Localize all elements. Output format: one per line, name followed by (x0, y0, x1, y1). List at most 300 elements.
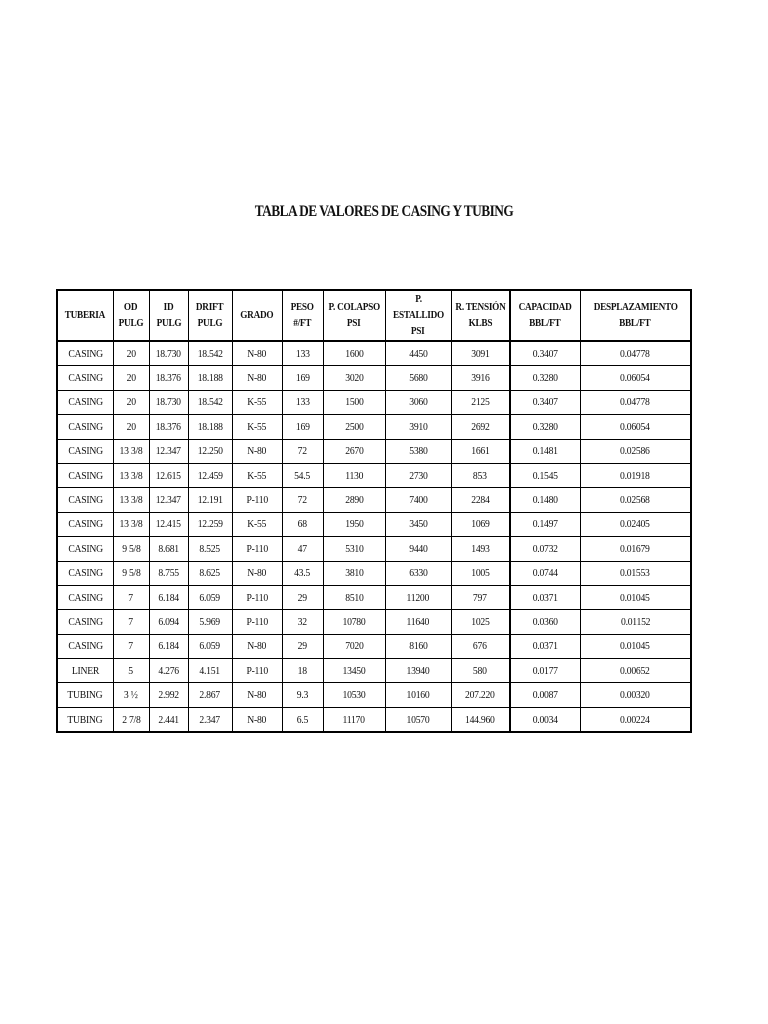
table-cell-value: CASING (68, 494, 103, 507)
table-cell-value: 8.625 (199, 567, 221, 580)
table-cell-colapso (323, 634, 385, 658)
table-cell-value: 68 (297, 518, 308, 531)
table-cell-value: 0.02405 (620, 518, 651, 531)
table-cell-value: P-110 (246, 542, 268, 555)
table-cell-id (149, 488, 188, 512)
table-cell-peso (282, 537, 323, 561)
table-cell-value: 5380 (408, 445, 428, 458)
table-cell-value: 2500 (344, 420, 364, 433)
table-cell-estallido (385, 488, 451, 512)
column-header-drift (188, 290, 232, 341)
table-cell-grado (232, 683, 282, 707)
table-cell-desplazamiento (580, 659, 691, 683)
table-cell-id (149, 707, 188, 732)
table-cell-value: 7 (128, 591, 134, 604)
table-cell-value: 4450 (408, 347, 428, 360)
table-cell-tuberia (57, 341, 113, 366)
table-cell-value: 3450 (408, 518, 428, 531)
table-cell-value: 11640 (406, 615, 430, 628)
table-cell-peso (282, 366, 323, 390)
page-title: TABLA DE VALORES DE CASING Y TUBING (254, 203, 514, 220)
table-cell-drift (188, 512, 232, 536)
table-cell-tension (451, 439, 510, 463)
table-cell-desplazamiento (580, 366, 691, 390)
table-cell-value: 0.3407 (532, 347, 558, 360)
table-row (57, 463, 691, 487)
table-cell-tuberia (57, 488, 113, 512)
table-cell-value: TUBING (67, 689, 103, 702)
table-cell-peso (282, 512, 323, 536)
table-cell-value: 8.525 (199, 542, 221, 555)
table-cell-peso (282, 390, 323, 414)
table-cell-value: CASING (68, 347, 103, 360)
table-cell-capacidad (510, 390, 580, 414)
table-cell-value: 0.0732 (532, 542, 558, 555)
table-cell-value: 2692 (471, 420, 490, 433)
table-cell-capacidad (510, 488, 580, 512)
table-cell-value: 12.615 (155, 469, 182, 482)
table-cell-value: 797 (473, 591, 488, 604)
table-cell-value: 2.992 (158, 689, 179, 702)
table-cell-od (113, 463, 149, 487)
table-cell-capacidad (510, 439, 580, 463)
table-cell-value: 0.01918 (620, 469, 651, 482)
table-cell-value: 3060 (408, 396, 428, 409)
table-cell-od (113, 366, 149, 390)
table-cell-value: 12.259 (197, 518, 223, 531)
table-cell-value: CASING (68, 372, 103, 385)
table-cell-value: 853 (473, 469, 488, 482)
table-cell-value: 13 3/8 (119, 494, 143, 507)
table-cell-value: 9 5/8 (121, 542, 141, 555)
table-cell-desplazamiento (580, 463, 691, 487)
table-cell-id (149, 561, 188, 585)
table-cell-colapso (323, 415, 385, 439)
table-cell-value: K-55 (247, 469, 267, 482)
table-cell-peso (282, 341, 323, 366)
table-cell-value: 12.347 (155, 445, 182, 458)
casing-tubing-table-container (56, 289, 692, 733)
table-cell-tuberia (57, 659, 113, 683)
table-cell-value: 0.01152 (620, 615, 650, 628)
table-cell-id (149, 659, 188, 683)
table-cell-drift (188, 659, 232, 683)
table-cell-grado (232, 366, 282, 390)
table-cell-value: 133 (295, 396, 310, 409)
table-cell-value: 6.059 (199, 591, 221, 604)
table-cell-od (113, 488, 149, 512)
table-cell-value: 0.02586 (620, 445, 651, 458)
table-cell-grado (232, 463, 282, 487)
column-header-peso-line: #/FT (293, 317, 312, 329)
table-cell-value: CASING (68, 420, 103, 433)
table-cell-grado (232, 585, 282, 609)
table-cell-capacidad (510, 610, 580, 634)
table-cell-value: 3 ½ (124, 689, 138, 702)
table-cell-value: 13940 (406, 664, 430, 677)
column-header-tension (451, 290, 510, 341)
table-cell-value: 0.06054 (620, 372, 651, 385)
table-cell-id (149, 683, 188, 707)
table-cell-id (149, 415, 188, 439)
table-cell-desplazamiento (580, 488, 691, 512)
table-row (57, 537, 691, 561)
table-cell-value: 0.0034 (532, 713, 558, 726)
table-cell-peso (282, 659, 323, 683)
table-cell-value: 0.0744 (532, 567, 558, 580)
table-cell-drift (188, 683, 232, 707)
table-cell-value: 0.1480 (532, 494, 558, 507)
table-cell-tuberia (57, 634, 113, 658)
table-cell-value: 10160 (406, 689, 430, 702)
table-cell-desplazamiento (580, 390, 691, 414)
table-cell-value: 1600 (344, 347, 364, 360)
table-cell-grado (232, 341, 282, 366)
table-cell-value: 7020 (344, 640, 364, 653)
table-cell-value: 32 (297, 615, 308, 628)
table-cell-peso (282, 415, 323, 439)
table-cell-value: 20 (126, 347, 136, 360)
table-cell-peso (282, 488, 323, 512)
table-cell-grado (232, 537, 282, 561)
table-cell-tuberia (57, 415, 113, 439)
table-cell-value: 12.459 (197, 469, 223, 482)
table-cell-value: 0.01045 (620, 591, 651, 604)
table-cell-value: 0.06054 (620, 420, 651, 433)
table-row (57, 585, 691, 609)
column-header-colapso-line: PSI (347, 317, 361, 329)
table-cell-value: 18.730 (155, 347, 182, 360)
table-cell-value: 18.376 (155, 420, 182, 433)
table-cell-value: 8.755 (158, 567, 179, 580)
table-cell-value: 9.3 (296, 689, 309, 702)
table-cell-capacidad (510, 659, 580, 683)
table-cell-value: 20 (126, 396, 136, 409)
table-row (57, 439, 691, 463)
table-cell-value: 0.3280 (532, 372, 558, 385)
table-cell-value: 12.347 (155, 494, 182, 507)
table-cell-peso (282, 610, 323, 634)
table-cell-value: 169 (295, 420, 310, 433)
column-header-estallido-line: PSI (411, 325, 425, 337)
table-body (57, 341, 691, 732)
header-row (57, 290, 691, 341)
table-cell-peso (282, 683, 323, 707)
table-cell-value: 1500 (344, 396, 364, 409)
table-cell-value: 18.188 (197, 372, 223, 385)
table-cell-desplazamiento (580, 415, 691, 439)
table-cell-colapso (323, 683, 385, 707)
table-cell-value: 133 (295, 347, 310, 360)
table-cell-value: 0.02568 (620, 494, 651, 507)
table-cell-od (113, 512, 149, 536)
table-cell-value: 0.1497 (532, 518, 558, 531)
table-cell-desplazamiento (580, 683, 691, 707)
table-cell-estallido (385, 707, 451, 732)
table-cell-value: 0.01679 (620, 542, 651, 555)
column-header-drift-line: PULG (197, 317, 223, 329)
table-cell-value: 0.3407 (532, 396, 558, 409)
table-cell-value: CASING (68, 615, 103, 628)
table-cell-tension (451, 537, 510, 561)
table-cell-peso (282, 585, 323, 609)
table-cell-grado (232, 390, 282, 414)
table-cell-value: 8.681 (158, 542, 179, 555)
column-header-desplazamiento (580, 290, 691, 341)
table-cell-capacidad (510, 537, 580, 561)
table-cell-id (149, 512, 188, 536)
table-cell-value: 3810 (344, 567, 364, 580)
table-cell-estallido (385, 415, 451, 439)
table-row (57, 634, 691, 658)
table-cell-value: 0.0087 (532, 689, 558, 702)
column-header-capacidad (510, 290, 580, 341)
table-cell-value: CASING (68, 591, 103, 604)
table-cell-estallido (385, 537, 451, 561)
table-cell-value: 2.347 (199, 713, 221, 726)
table-cell-tuberia (57, 366, 113, 390)
table-cell-colapso (323, 512, 385, 536)
table-cell-value: N-80 (247, 372, 267, 385)
table-cell-value: P-110 (246, 494, 268, 507)
table-cell-capacidad (510, 341, 580, 366)
table-cell-capacidad (510, 366, 580, 390)
table-cell-drift (188, 488, 232, 512)
table-cell-od (113, 561, 149, 585)
table-cell-id (149, 585, 188, 609)
table-cell-value: N-80 (247, 567, 267, 580)
table-cell-tension (451, 341, 510, 366)
table-row (57, 415, 691, 439)
table-cell-value: 10570 (406, 713, 430, 726)
table-cell-od (113, 707, 149, 732)
table-cell-tension (451, 390, 510, 414)
table-cell-od (113, 537, 149, 561)
table-cell-capacidad (510, 634, 580, 658)
table-cell-tuberia (57, 537, 113, 561)
table-cell-estallido (385, 585, 451, 609)
table-cell-tension (451, 488, 510, 512)
column-header-id-line: ID (163, 301, 174, 313)
table-cell-value: 1950 (344, 518, 364, 531)
table-cell-id (149, 634, 188, 658)
table-cell-value: 2 7/8 (121, 713, 141, 726)
table-cell-od (113, 659, 149, 683)
table-cell-value: 0.0371 (532, 591, 558, 604)
table-cell-value: 29 (297, 591, 308, 604)
table-cell-estallido (385, 659, 451, 683)
table-cell-tension (451, 585, 510, 609)
column-header-peso-line: PESO (290, 301, 315, 313)
table-cell-value: 13 3/8 (119, 445, 143, 458)
table-cell-id (149, 463, 188, 487)
table-cell-value: 18.730 (155, 396, 182, 409)
table-row (57, 683, 691, 707)
table-cell-value: 10530 (342, 689, 366, 702)
table-cell-value: 9440 (408, 542, 428, 555)
table-cell-id (149, 537, 188, 561)
table-cell-value: 0.1481 (532, 445, 558, 458)
table-cell-colapso (323, 610, 385, 634)
column-header-capacidad-line: BBL/FT (529, 317, 561, 329)
column-header-colapso (323, 290, 385, 341)
table-cell-colapso (323, 439, 385, 463)
table-cell-value: 1493 (471, 542, 490, 555)
table-cell-desplazamiento (580, 341, 691, 366)
table-cell-value: 10780 (342, 615, 366, 628)
table-cell-value: 3020 (344, 372, 364, 385)
table-cell-value: 18 (297, 664, 308, 677)
table-cell-value: 2.441 (158, 713, 179, 726)
table-cell-colapso (323, 488, 385, 512)
table-cell-tension (451, 415, 510, 439)
column-header-estallido-line: P. ESTALLIDO (392, 293, 444, 321)
table-cell-colapso (323, 463, 385, 487)
table-cell-capacidad (510, 585, 580, 609)
table-cell-value: 2284 (471, 494, 490, 507)
table-cell-value: 20 (126, 420, 136, 433)
table-cell-colapso (323, 707, 385, 732)
table-cell-value: 72 (297, 494, 308, 507)
table-cell-value: N-80 (247, 445, 267, 458)
table-cell-value: 29 (297, 640, 308, 653)
column-header-od (113, 290, 149, 341)
table-row (57, 610, 691, 634)
table-cell-value: LINER (71, 664, 99, 677)
table-cell-value: 4.151 (199, 664, 221, 677)
table-cell-value: 54.5 (294, 469, 311, 482)
table-cell-value: 0.3280 (532, 420, 558, 433)
table-cell-colapso (323, 561, 385, 585)
table-cell-desplazamiento (580, 634, 691, 658)
table-cell-capacidad (510, 512, 580, 536)
column-header-tuberia-line: TUBERIA (65, 309, 106, 321)
table-cell-value: 2670 (344, 445, 364, 458)
column-header-grado (232, 290, 282, 341)
column-header-id (149, 290, 188, 341)
table-cell-value: 207.220 (465, 689, 496, 702)
table-cell-tuberia (57, 707, 113, 732)
table-cell-tuberia (57, 439, 113, 463)
table-cell-value: 18.188 (197, 420, 223, 433)
table-cell-capacidad (510, 707, 580, 732)
table-cell-tension (451, 707, 510, 732)
column-header-estallido (385, 290, 451, 341)
table-cell-value: 6.059 (199, 640, 221, 653)
table-cell-value: 2125 (471, 396, 490, 409)
table-cell-value: 11170 (342, 713, 366, 726)
column-header-drift-line: DRIFT (196, 301, 224, 313)
table-cell-value: 0.04778 (620, 347, 651, 360)
table-cell-peso (282, 561, 323, 585)
table-header (57, 290, 691, 341)
table-cell-estallido (385, 634, 451, 658)
table-row (57, 341, 691, 366)
column-header-tension-line: KLBS (468, 317, 493, 329)
table-cell-od (113, 610, 149, 634)
table-cell-value: P-110 (246, 664, 268, 677)
table-cell-peso (282, 463, 323, 487)
table-cell-drift (188, 610, 232, 634)
table-cell-value: 0.01553 (620, 567, 651, 580)
table-cell-value: 7 (128, 640, 134, 653)
table-cell-grado (232, 561, 282, 585)
table-cell-value: N-80 (247, 347, 267, 360)
table-cell-id (149, 341, 188, 366)
table-cell-value: 3091 (471, 347, 490, 360)
table-cell-value: 1130 (345, 469, 363, 482)
table-cell-tuberia (57, 585, 113, 609)
table-cell-value: 18.542 (197, 396, 223, 409)
table-cell-tension (451, 366, 510, 390)
table-cell-value: TUBING (67, 713, 103, 726)
table-cell-estallido (385, 683, 451, 707)
table-cell-value: 13 3/8 (119, 518, 143, 531)
table-cell-value: K-55 (247, 518, 267, 531)
table-row (57, 390, 691, 414)
table-cell-value: P-110 (246, 591, 268, 604)
table-cell-colapso (323, 390, 385, 414)
column-header-capacidad-line: CAPACIDAD (518, 301, 572, 313)
table-cell-value: 7400 (408, 494, 428, 507)
table-cell-value: 0.04778 (620, 396, 651, 409)
table-cell-desplazamiento (580, 537, 691, 561)
table-cell-value: P-110 (246, 615, 268, 628)
table-cell-value: CASING (68, 396, 103, 409)
table-cell-value: CASING (68, 640, 103, 653)
table-cell-estallido (385, 341, 451, 366)
table-cell-value: 9 5/8 (121, 567, 141, 580)
table-cell-drift (188, 415, 232, 439)
table-cell-capacidad (510, 463, 580, 487)
table-cell-tension (451, 561, 510, 585)
table-row (57, 512, 691, 536)
table-cell-value: 5.969 (199, 615, 221, 628)
table-cell-grado (232, 439, 282, 463)
table-cell-value: 18.376 (155, 372, 182, 385)
column-header-colapso-line: P. COLAPSO (328, 301, 380, 313)
column-header-od-line: OD (124, 301, 138, 313)
table-cell-grado (232, 488, 282, 512)
table-cell-value: 3916 (471, 372, 490, 385)
table-cell-tuberia (57, 512, 113, 536)
table-cell-grado (232, 634, 282, 658)
column-header-grado-line: GRADO (240, 309, 274, 321)
table-cell-od (113, 634, 149, 658)
table-cell-drift (188, 439, 232, 463)
table-cell-value: K-55 (247, 420, 267, 433)
table-cell-capacidad (510, 415, 580, 439)
table-row (57, 366, 691, 390)
column-header-id-line: PULG (156, 317, 181, 329)
table-cell-value: 20 (126, 372, 136, 385)
table-cell-value: CASING (68, 567, 103, 580)
table-cell-estallido (385, 439, 451, 463)
table-cell-value: 12.191 (197, 494, 223, 507)
table-cell-desplazamiento (580, 610, 691, 634)
table-cell-value: N-80 (247, 640, 267, 653)
table-cell-value: 8160 (408, 640, 428, 653)
table-cell-value: 0.0371 (532, 640, 558, 653)
table-cell-id (149, 366, 188, 390)
table-cell-drift (188, 634, 232, 658)
table-cell-id (149, 390, 188, 414)
table-cell-value: 0.00652 (620, 664, 651, 677)
table-cell-value: 144.960 (465, 713, 496, 726)
table-cell-value: 1661 (471, 445, 490, 458)
table-cell-value: 8510 (344, 591, 364, 604)
table-cell-value: 72 (297, 445, 308, 458)
